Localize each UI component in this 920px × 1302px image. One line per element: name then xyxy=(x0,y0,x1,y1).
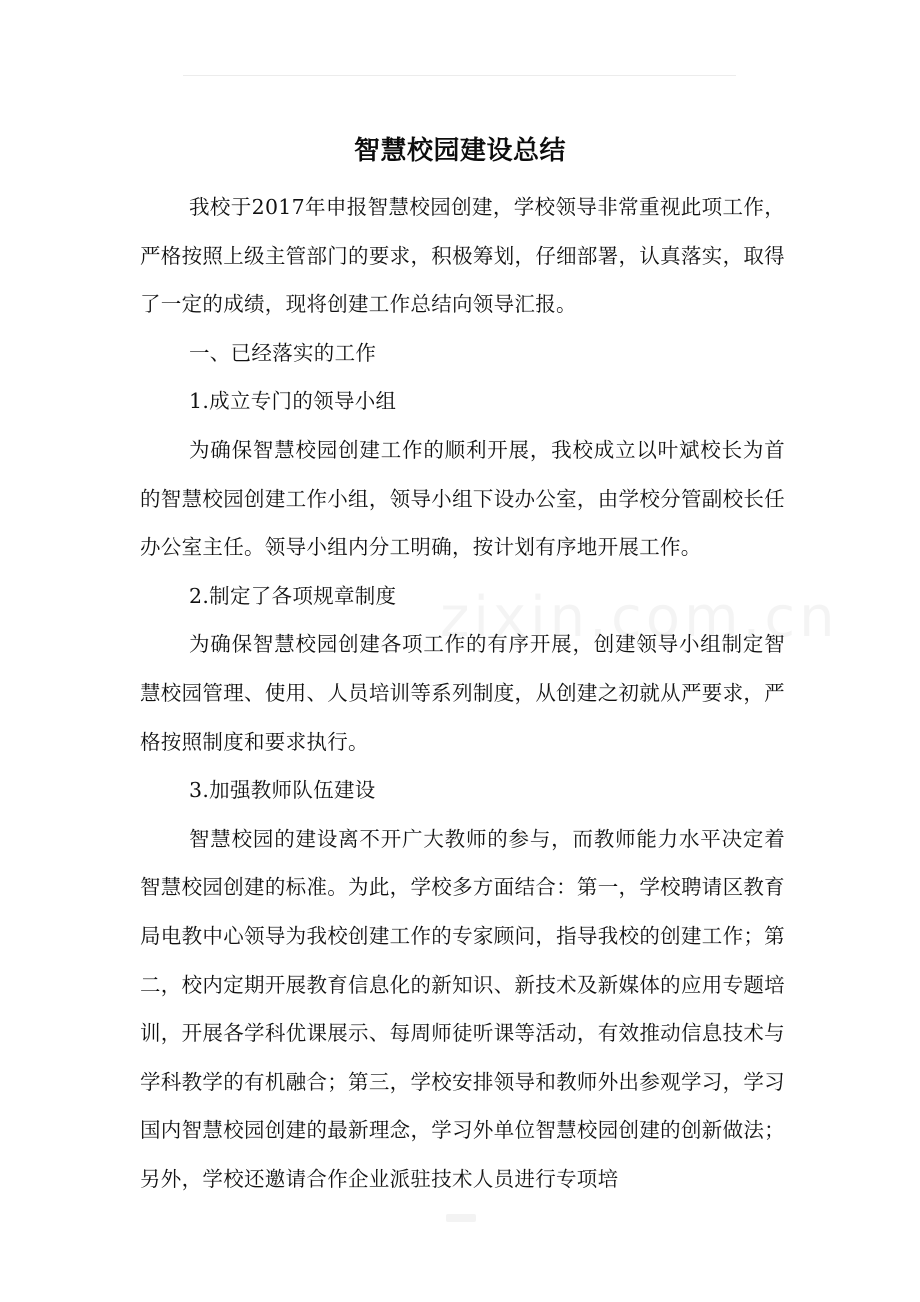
body-paragraph: 智慧校园的建设离不开广大教师的参与，而教师能力水平决定着智慧校园创建的标准。为此，学校多方面结合：第一，学校聘请区教育局电教中心领导为我校创建工作的专家顾问，指导我校的创建工作；第二，校内定期开展教育信息化的新知识、新技术及新媒体的应用专题培训，开展各学科优课展示、每周师徒听课等活动，有效推动信息技术与学科教学的有机融合；第三，学校安排领导和教师外出参观学习，学习国内智慧校园创建的最新理念，学习外单位智慧校园创建的创新做法；另外，学校还邀请合作企业派驻技术人员进行专项培 xyxy=(140,826,785,1191)
subsection-heading: 1.成立专门的领导小组 xyxy=(189,389,397,414)
intro-paragraph: 我校于2017年申报智慧校园创建，学校领导非常重视此项工作，严格按照上级主管部门的要求，积极筹划，仔细部署，认真落实，取得了一定的成绩，现将创建工作总结向领导汇报。 xyxy=(140,195,785,317)
document-title: 智慧校园建设总结 xyxy=(353,136,566,167)
subsection-heading: 3.加强教师队伍建设 xyxy=(189,778,376,803)
body-paragraph: 为确保智慧校园创建工作的顺利开展，我校成立以叶斌校长为首的智慧校园创建工作小组，领导小组下设办公室，由学校分管副校长任办公室主任。领导小组内分工明确，按计划有序地开展工作。 xyxy=(140,437,785,560)
subsection-heading: 2.制定了各项规章制度 xyxy=(189,583,397,608)
section-heading: 一、已经落实的工作 xyxy=(189,340,377,365)
footer-mark xyxy=(446,1214,476,1222)
header-rule xyxy=(183,75,736,76)
document-body xyxy=(140,183,785,1203)
body-paragraph: 为确保智慧校园创建各项工作的有序开展，创建领导小组制定智慧校园管理、使用、人员培训等系列制度，从创建之初就从严要求，严格按照制度和要求执行。 xyxy=(140,632,785,754)
